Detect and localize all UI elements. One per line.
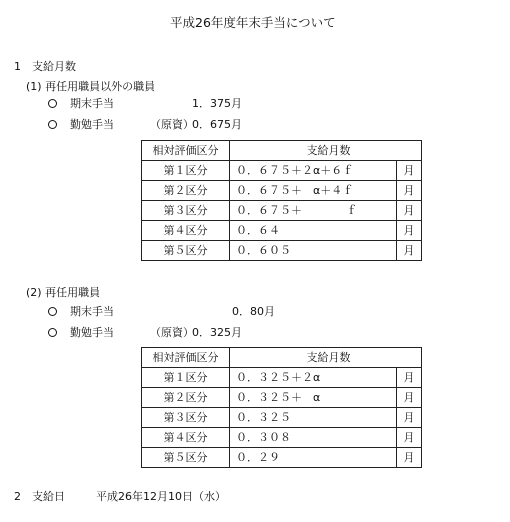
item-value: 0．675月 [192, 118, 242, 131]
table-cell-value: ０．３０８ [230, 428, 397, 448]
bullet-icon [48, 99, 57, 108]
subsection-2-heading: (2) 再任用職員 [26, 286, 101, 299]
table-cell-category: 第１区分 [142, 368, 230, 388]
table-cell-category: 第３区分 [142, 408, 230, 428]
item-label: 勤勉手当 [70, 326, 114, 339]
table-cell-value: ０．６７５＋ α＋４ｆ [230, 181, 397, 201]
table-cell-category: 第３区分 [142, 201, 230, 221]
table-cell-unit: 月 [397, 241, 422, 261]
page-title: 平成26年度年末手当について [170, 15, 336, 30]
section-2-heading: 支給日 [32, 490, 65, 503]
bullet-icon [48, 120, 57, 129]
section-1-heading: 支給月数 [32, 60, 76, 73]
table-row [142, 388, 422, 408]
allowance-table-1 [141, 140, 422, 261]
table-cell-unit: 月 [397, 408, 422, 428]
section-2-number: 2 [14, 490, 21, 503]
table-row [142, 161, 422, 181]
table-cell-value: ０．６４ [230, 221, 397, 241]
table-cell-category: 第１区分 [142, 161, 230, 181]
table-cell-value: ０．３２５＋２α [230, 368, 397, 388]
table-header-row [142, 141, 422, 161]
table-cell-unit: 月 [397, 221, 422, 241]
table-row [142, 428, 422, 448]
table-cell-value: ０．６７５＋２α＋６ｆ [230, 161, 397, 181]
allowance-table-2 [141, 347, 422, 468]
table-cell-category: 第２区分 [142, 181, 230, 201]
item-label: 期末手当 [70, 305, 114, 318]
table-cell-unit: 月 [397, 428, 422, 448]
table-cell-unit: 月 [397, 161, 422, 181]
table-header: 相対評価区分 [142, 348, 230, 368]
table-cell-category: 第５区分 [142, 241, 230, 261]
item-label: 勤勉手当 [70, 118, 114, 131]
item-value: 0．325月 [192, 326, 242, 339]
table-header: 支給月数 [230, 348, 422, 368]
table-cell-unit: 月 [397, 448, 422, 468]
table-row [142, 201, 422, 221]
table-row [142, 408, 422, 428]
table-cell-value: ０．３２５＋ α [230, 388, 397, 408]
table-cell-category: 第５区分 [142, 448, 230, 468]
table-cell-value: ０．６０５ [230, 241, 397, 261]
table-header: 相対評価区分 [142, 141, 230, 161]
item-value: 0．80月 [232, 305, 275, 318]
table-row [142, 221, 422, 241]
section-1-number: 1 [14, 60, 21, 73]
table-header: 支給月数 [230, 141, 422, 161]
table-cell-category: 第４区分 [142, 428, 230, 448]
item-label: 期末手当 [70, 97, 114, 110]
table-row [142, 448, 422, 468]
table-cell-unit: 月 [397, 388, 422, 408]
bullet-icon [48, 307, 57, 316]
table-cell-unit: 月 [397, 368, 422, 388]
table-row [142, 181, 422, 201]
payment-date: 平成26年12月10日（水） [96, 490, 226, 503]
table-row [142, 368, 422, 388]
subsection-1-heading: (1) 再任用職員以外の職員 [26, 80, 156, 93]
table-cell-unit: 月 [397, 181, 422, 201]
table-cell-value: ０．３２５ [230, 408, 397, 428]
item-note: （原資） [150, 118, 194, 131]
table-cell-category: 第４区分 [142, 221, 230, 241]
table-cell-value: ０．６７５＋ ｆ [230, 201, 397, 221]
table-cell-unit: 月 [397, 201, 422, 221]
bullet-icon [48, 328, 57, 337]
item-note: （原資） [150, 326, 194, 339]
table-header-row [142, 348, 422, 368]
table-cell-value: ０．２９ [230, 448, 397, 468]
table-row [142, 241, 422, 261]
table-cell-category: 第２区分 [142, 388, 230, 408]
item-value: 1．375月 [192, 97, 242, 110]
